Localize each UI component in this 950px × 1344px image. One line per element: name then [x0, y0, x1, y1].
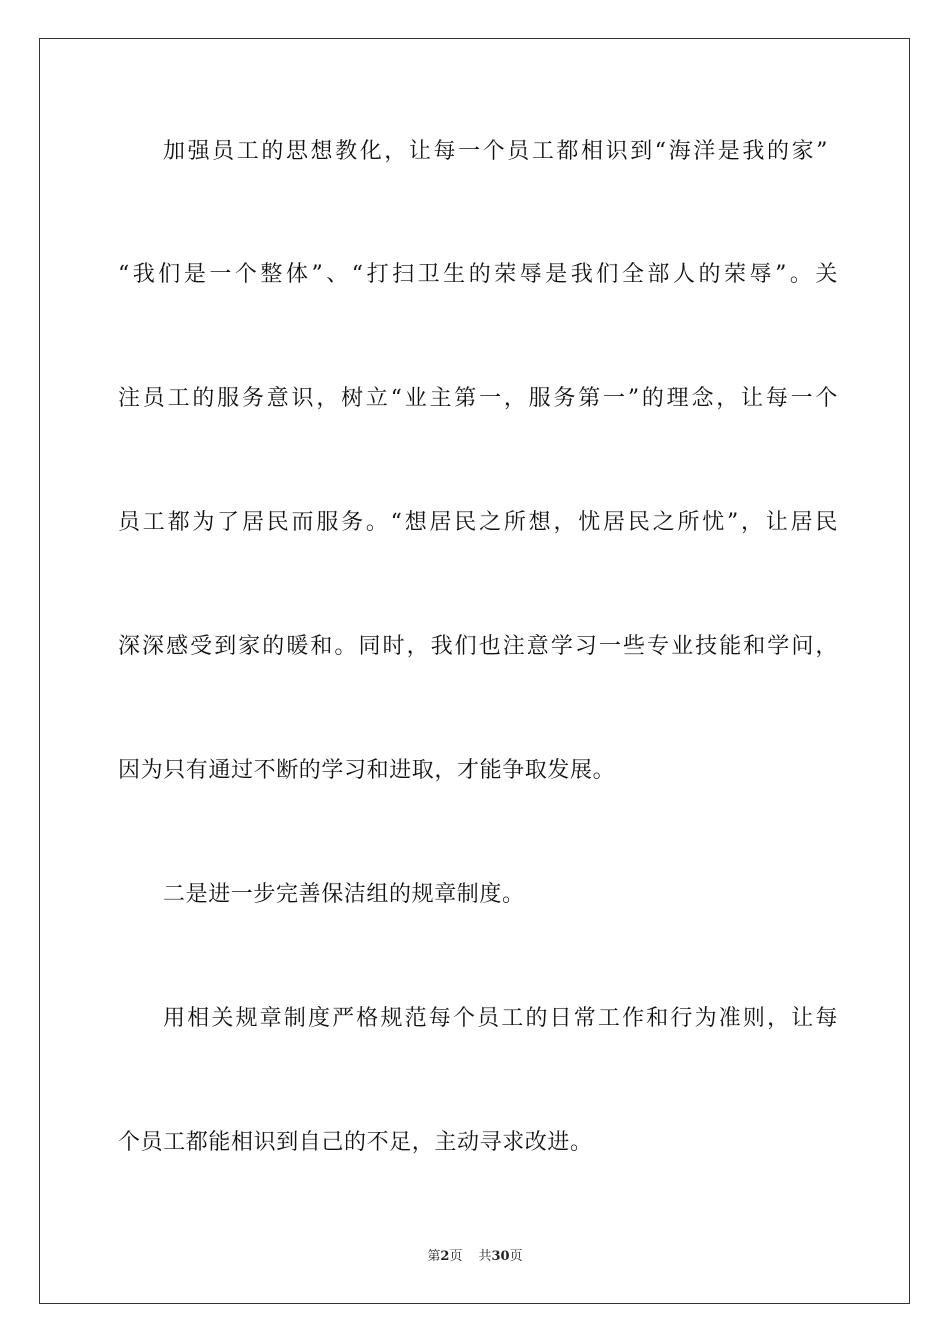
- footer-page-number: 2: [440, 1249, 450, 1264]
- footer-page-suffix: 页: [449, 1249, 463, 1264]
- footer-page-prefix: 第: [427, 1249, 441, 1264]
- paragraph-line-4: 员工都为了居民而服务。“想居民之所想，忧居民之所忧”，让居民: [118, 510, 838, 535]
- paragraph-line-2: “我们是一个整体”、“打扫卫生的荣辱是我们全部人的荣辱”。关: [118, 262, 838, 287]
- section-heading-line: 二是进一步完善保洁组的规章制度。: [163, 882, 525, 907]
- footer-total-prefix: 共: [478, 1249, 492, 1264]
- paragraph-line-9: 个员工都能相识到自己的不足，主动寻求改进。: [118, 1130, 593, 1155]
- footer-total-pages: 30: [491, 1249, 510, 1264]
- paragraph-line-1: 加强员工的思想教化，让每一个员工都相识到“海洋是我的家”: [163, 139, 828, 164]
- paragraph-line-3: 注员工的服务意识，树立“业主第一，服务第一”的理念，让每一个: [118, 386, 838, 411]
- paragraph-line-8: 用相关规章制度严格规范每个员工的日常工作和行为准则，让每: [163, 1006, 838, 1031]
- paragraph-line-6: 因为只有通过不断的学习和进取，才能争取发展。: [118, 758, 616, 783]
- page-border: [39, 38, 910, 1304]
- paragraph-line-5: 深深感受到家的暖和。同时，我们也注意学习一些专业技能和学问，: [118, 634, 838, 659]
- page-footer: [0, 1248, 950, 1266]
- footer-total-suffix: 页: [509, 1249, 523, 1264]
